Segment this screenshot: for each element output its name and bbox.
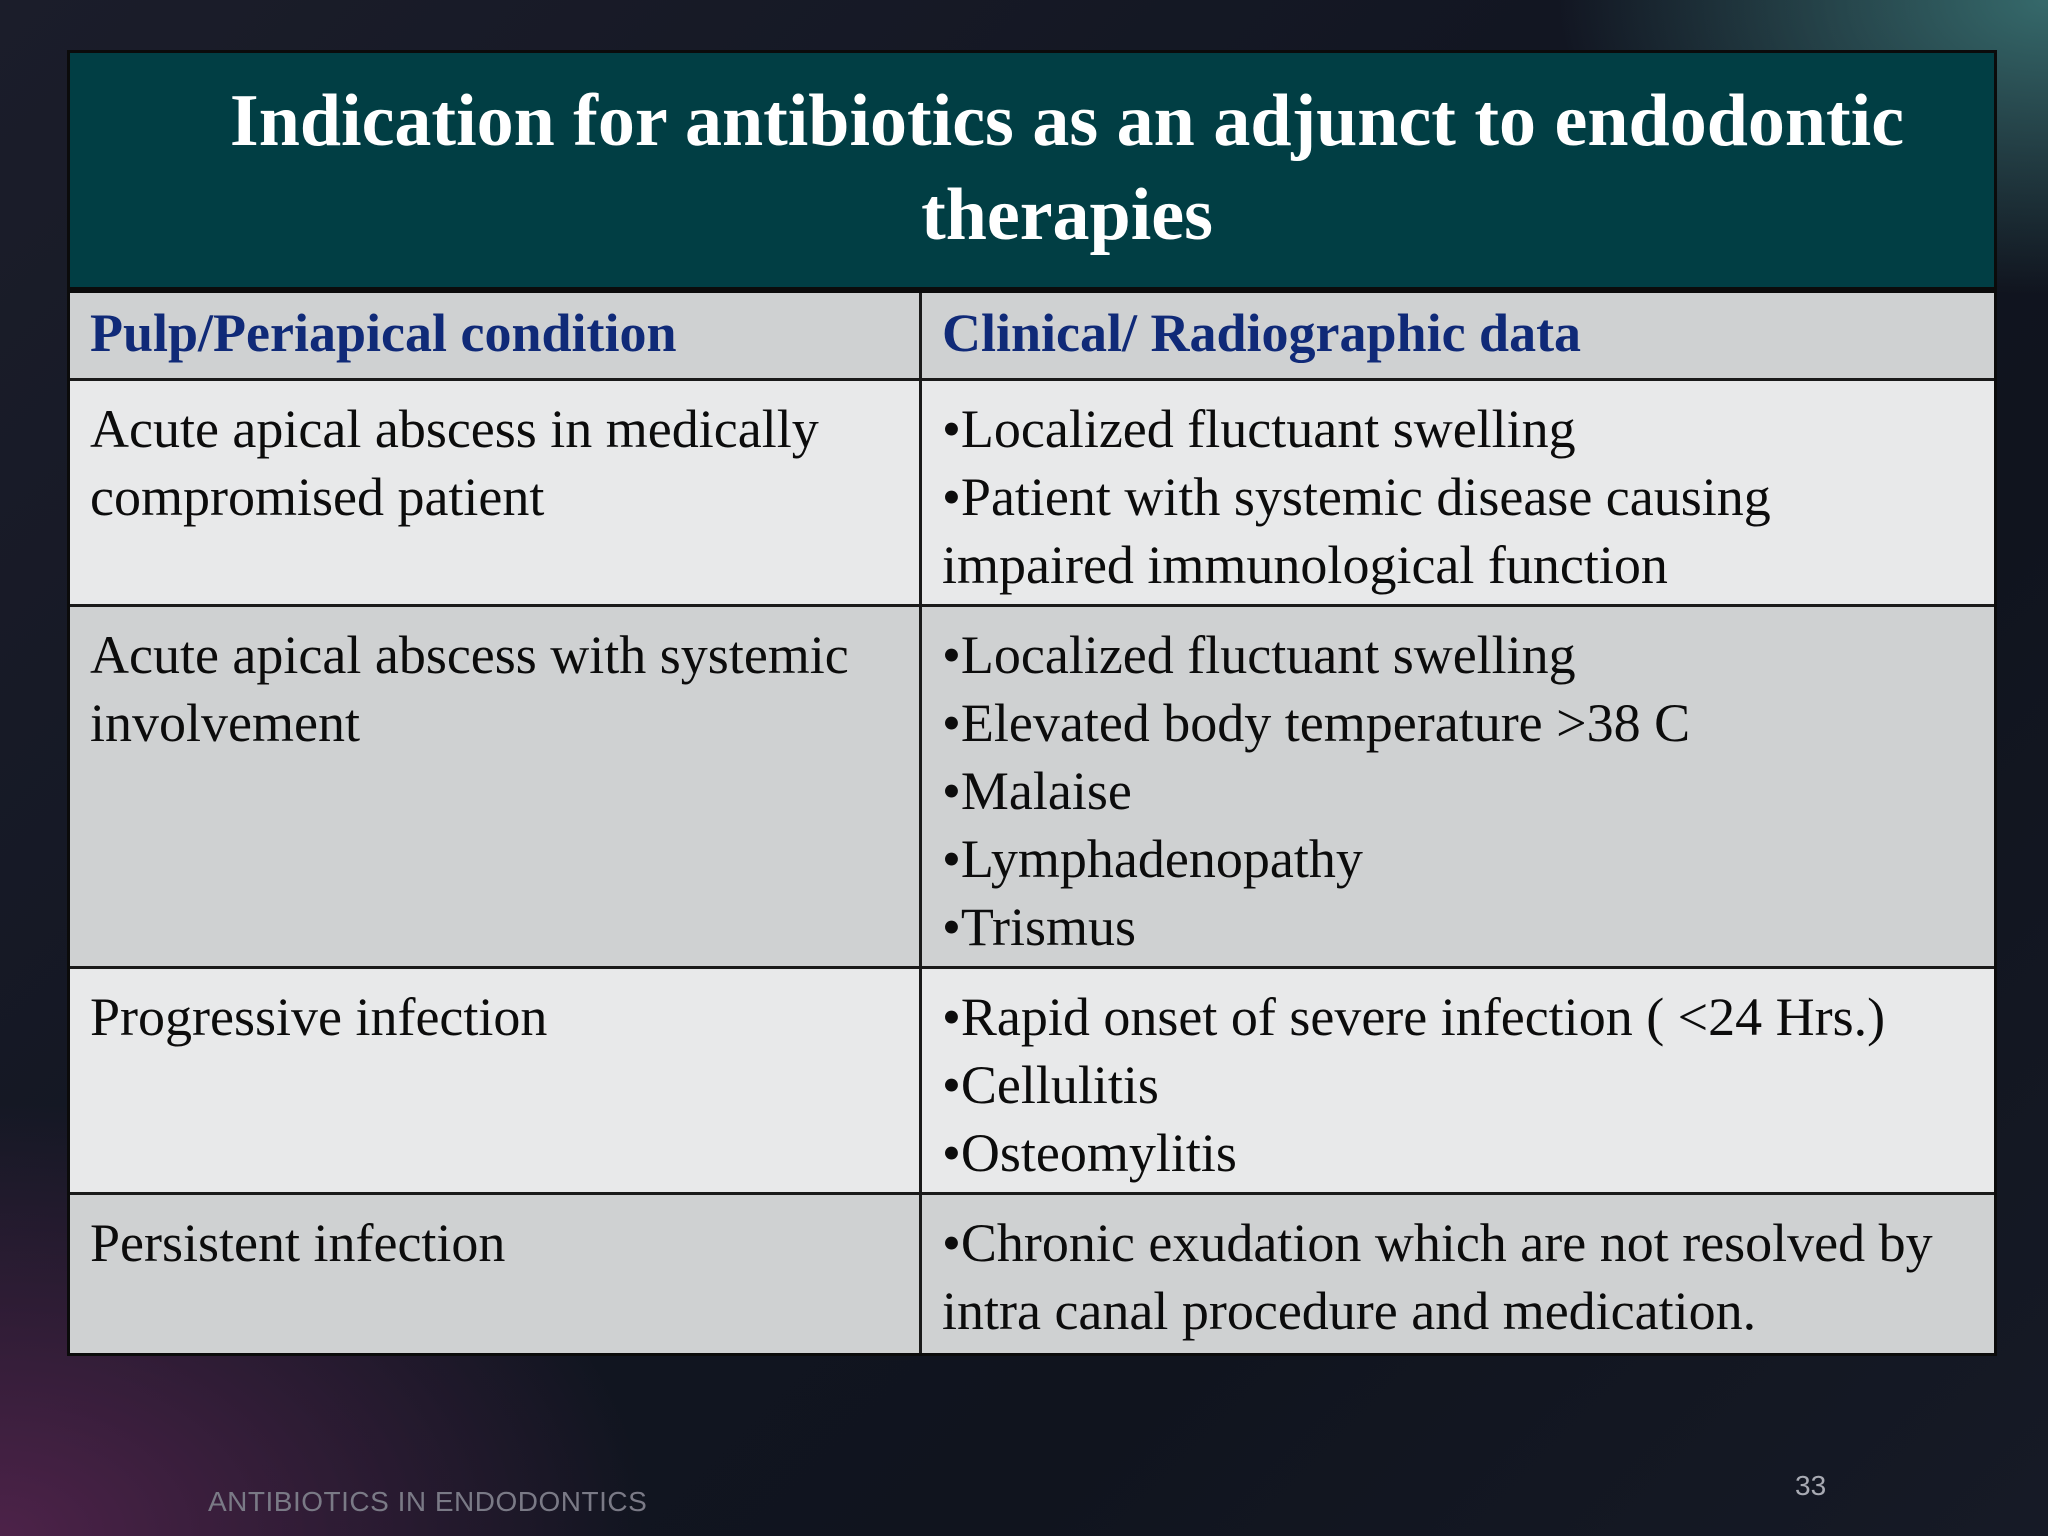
table-header-row [70, 293, 1994, 381]
condition-cell: Acute apical abscess in medically compromised patient [70, 381, 922, 607]
clinical-data-item: •Localized fluctuant swelling [942, 625, 1576, 685]
condition-cell: Acute apical abscess with systemic involvement [70, 607, 922, 969]
clinical-data-cell [922, 607, 1994, 969]
clinical-data-item: •Elevated body temperature >38 C [942, 693, 1691, 753]
table-row [70, 381, 1994, 607]
table-row [70, 1195, 1994, 1353]
clinical-data-item: •Localized fluctuant swelling [942, 399, 1576, 459]
clinical-data-cell [922, 1195, 1994, 1353]
table-row [70, 607, 1994, 969]
clinical-data-item: •Osteomylitis [942, 1123, 1237, 1183]
footer-title: ANTIBIOTICS IN ENDODONTICS [208, 1486, 648, 1517]
clinical-data-item: •Cellulitis [942, 1055, 1159, 1115]
slide-title: Indication for antibiotics as an adjunct to endodontic therapies [70, 53, 1994, 293]
table-row [70, 969, 1994, 1195]
header-clinical-data: Clinical/ Radiographic data [922, 293, 1994, 381]
header-pulp-condition: Pulp/Periapical condition [70, 293, 922, 381]
clinical-data-item: •Trismus [942, 897, 1137, 957]
clinical-data-cell [922, 381, 1994, 607]
clinical-data-item: •Rapid onset of severe infection ( <24 Hrs.) [942, 987, 1886, 1047]
page-number: 33 [1795, 1470, 1827, 1501]
clinical-data-cell [922, 969, 1994, 1195]
clinical-data-item: •Malaise [942, 761, 1132, 821]
clinical-data-item: •Lymphadenopathy [942, 829, 1363, 889]
condition-cell: Progressive infection [70, 969, 922, 1195]
clinical-data-item: •Patient with systemic disease causing impaired immunological function [942, 467, 1771, 595]
condition-cell: Persistent infection [70, 1195, 922, 1353]
clinical-data-item: •Chronic exudation which are not resolved by intra canal procedure and medication. [942, 1213, 1933, 1341]
indications-table [67, 50, 1997, 1356]
